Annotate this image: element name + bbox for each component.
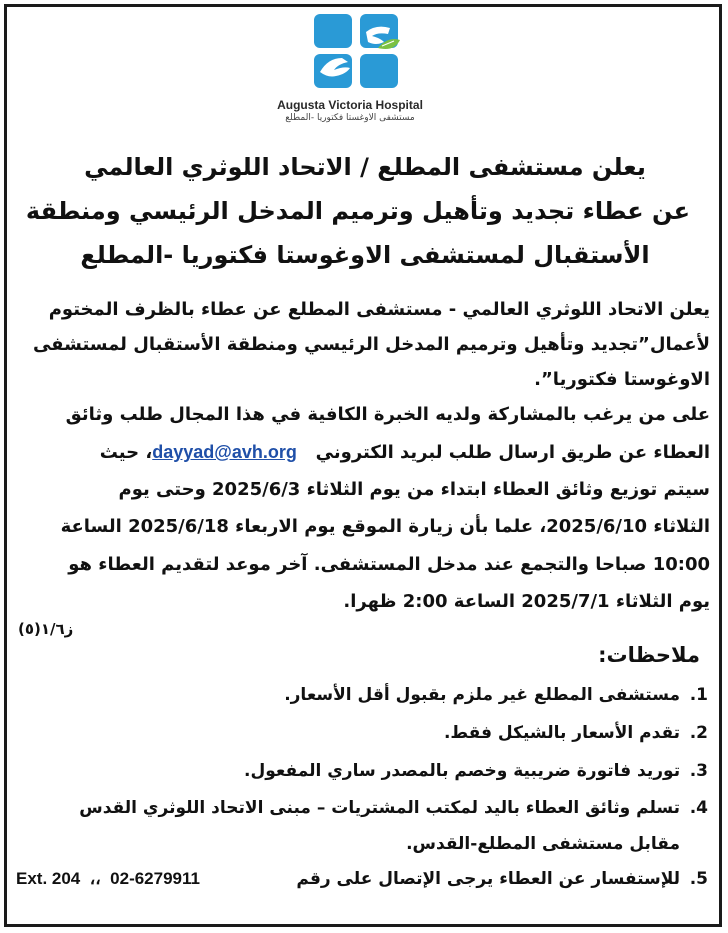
note-number: 5.	[689, 869, 708, 889]
body-line-2: لأعمال”تجديد وتأهيل وترميم المدخل الرئيسي ومنطقة الأستقبال لمستشفى	[32, 334, 710, 355]
note-text: تقدم الأسعار بالشيكل فقط.	[443, 723, 681, 743]
phone-number[interactable]: 02-6279911	[110, 869, 200, 888]
note-item-5	[16, 864, 708, 894]
note-item-4	[16, 793, 708, 823]
note-item-3	[16, 756, 708, 786]
note-text: للإستفسار عن العطاء يرجى الإتصال على رقم	[296, 869, 681, 889]
hospital-logo-cross-hands-icon	[300, 10, 412, 96]
title-line-1: يعلن مستشفى المطلع / الاتحاد اللوثري العالمي	[84, 153, 646, 181]
note-text: مستشفى المطلع غير ملزم بقبول أقل الأسعار.	[284, 685, 681, 705]
body-line-1: يعلن الاتحاد اللوثري العالمي - مستشفى المطلع عن عطاء بالظرف المختوم	[48, 299, 710, 320]
body-line-8: 10:00 صباحا والتجمع عند مدخل المستشفى. آخر موعد لتقديم العطاء هو	[68, 554, 710, 575]
phone-separator: ،،	[89, 869, 101, 888]
title-line-2: عن عطاء تجديد وتأهيل وترميم المدخل الرئيسي ومنطقة	[25, 197, 690, 225]
note-number: 1.	[689, 685, 708, 705]
body-line-4: على من يرغب بالمشاركة ولديه الخبرة الكافية في هذا المجال طلب وثائق	[65, 404, 710, 425]
note-item-1	[16, 680, 708, 710]
note-item-2	[16, 718, 708, 748]
body-line-9: يوم الثلاثاء 2025/7/1 الساعة 2:00 ظهرا.	[343, 591, 710, 612]
phone-block	[16, 864, 200, 894]
title-line-3: الأستقبال لمستشفى الاوغوستا فكتوريا -المطلع	[80, 241, 650, 269]
body-line-5-after: ، حيث	[99, 442, 153, 463]
note-number: 4.	[689, 798, 708, 818]
logo-name-en: Augusta Victoria Hospital	[277, 98, 423, 112]
logo-name-ar: مستشفى الاوغستا فكتوريا -المطلع	[285, 113, 415, 123]
note-item-4-continued	[16, 829, 708, 859]
body-line-7: الثلاثاء 2025/6/10، علما بأن زيارة الموقع يوم الاربعاء 2025/6/18 الساعة	[60, 516, 710, 537]
note-5-text-block	[296, 864, 708, 894]
note-number: 3.	[689, 761, 708, 781]
reference-code: ز١/٦(٥)	[18, 620, 74, 638]
note-text: توريد فاتورة ضريبية وخصم بالمصدر ساري المفعول.	[244, 761, 681, 781]
body-line-6: سيتم توزيع وثائق العطاء ابتداء من يوم الثلاثاء 2025/6/3 وحتى يوم	[118, 479, 710, 500]
note-text: تسلم وثائق العطاء باليد لمكتب المشتريات – مبنى الاتحاد اللوثري القدس	[79, 798, 681, 818]
body-line-5-text: العطاء عن طريق ارسال طلب لبريد الكتروني	[315, 442, 710, 463]
note-number: 2.	[689, 723, 708, 743]
email-link[interactable]: dayyad@avh.org	[152, 442, 297, 462]
body-line-3: الاوغوستا فكتوريا”.	[534, 369, 710, 390]
note-text: مقابل مستشفى المطلع-القدس.	[406, 834, 681, 854]
notes-heading: ملاحظات:	[598, 643, 700, 667]
body-line-5	[16, 437, 710, 468]
extension: Ext. 204	[16, 869, 81, 888]
